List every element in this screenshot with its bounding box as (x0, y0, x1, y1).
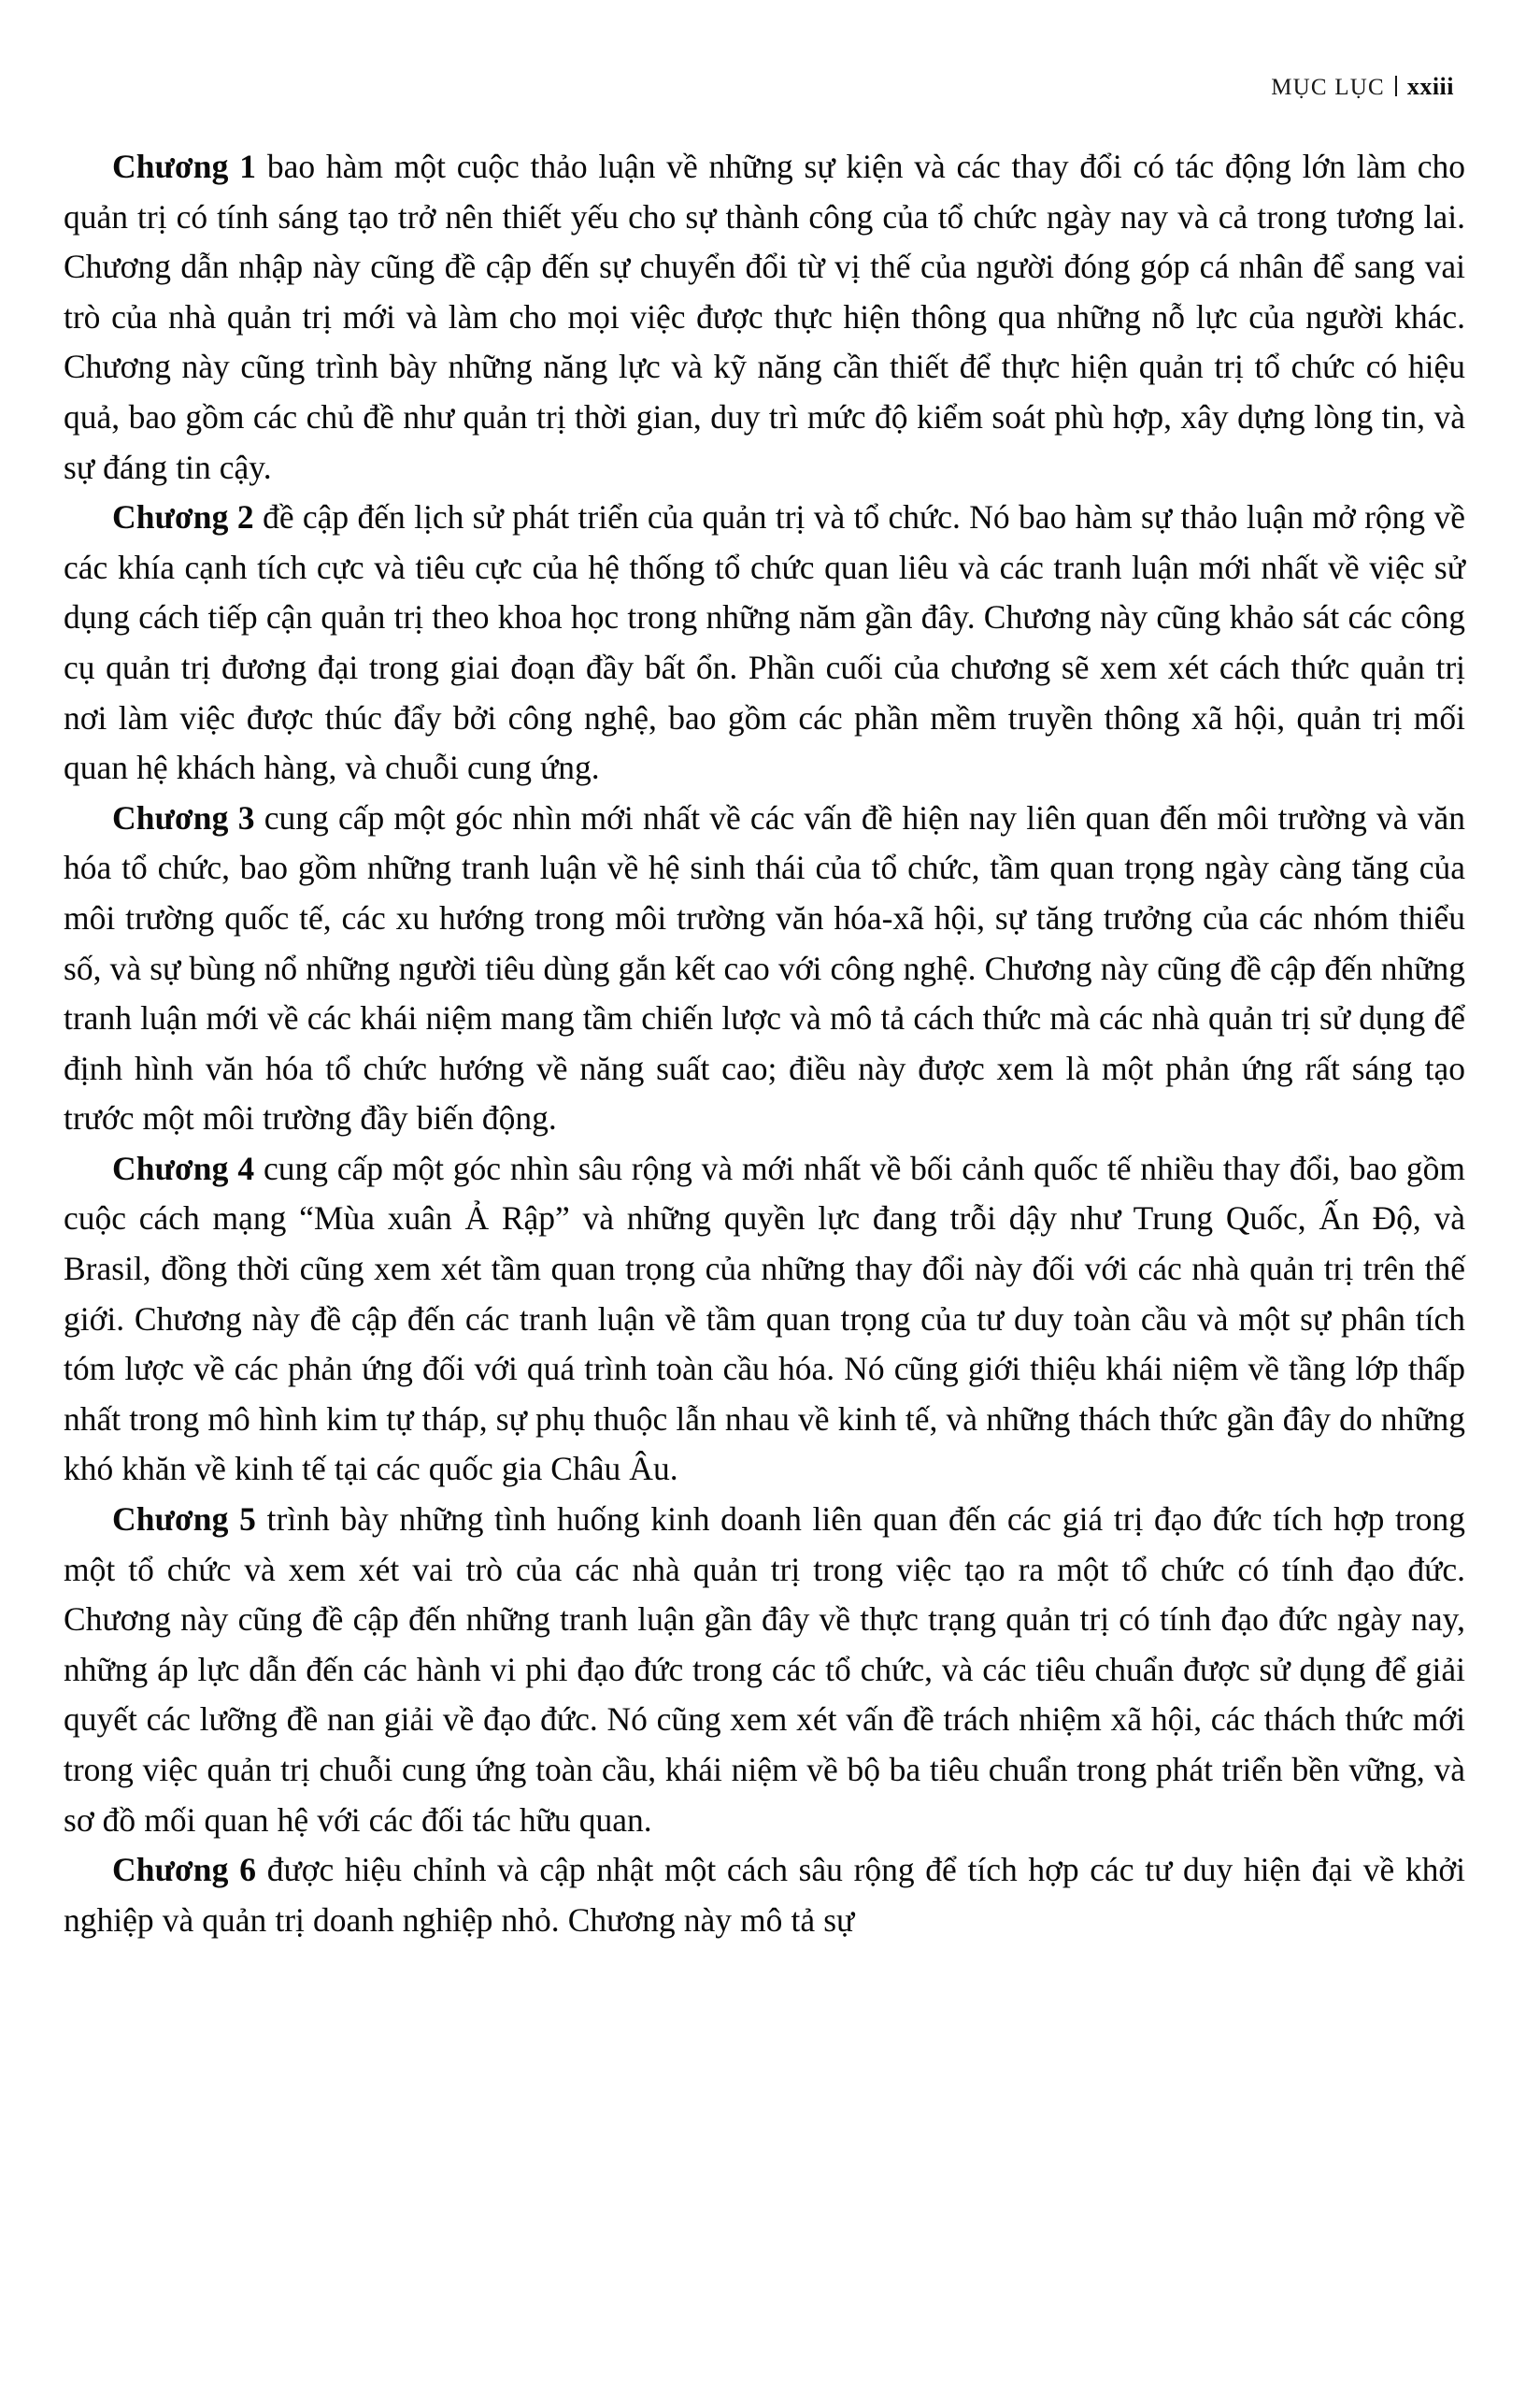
body-text-block (64, 142, 1465, 1945)
paragraph-chuong-6 (64, 1845, 1465, 1945)
paragraph-chuong-1 (64, 142, 1465, 493)
chapter-label-2: Chương 2 (112, 498, 254, 537)
paragraph-text-3: cung cấp một góc nhìn mới nhất về các vấn đề hiện nay liên quan đến môi trường và văn hóa tổ chức, bao gồm những tranh luận về hệ sinh thái của tổ chức, tầm quan trọng ngày càng tăng của môi trường quốc tế, các xu hướng trong môi trường văn hóa-xã hội, sự tăng trưởng của các nhóm thiểu số, và sự bùng nổ những người tiêu dùng gắn kết cao với công nghệ. Chương này cũng đề cập đến những tranh luận mới về các khái niệm mang tầm chiến lược và mô tả cách thức mà các nhà quản trị sử dụng để định hình văn hóa tổ chức hướng về năng suất cao; điều này được xem là một phản ứng rất sáng tạo trước một môi trường đầy biến động. (64, 798, 1465, 1138)
page-number: xxiii (1406, 73, 1454, 100)
paragraph-chuong-3 (64, 794, 1465, 1144)
paragraph-text-6: được hiệu chỉnh và cập nhật một cách sâu rộng để tích hợp các tư duy hiện đại về khởi nghiệp và quản trị doanh nghiệp nhỏ. Chương này mô tả sự (64, 1851, 1465, 1939)
chapter-label-1: Chương 1 (112, 148, 257, 185)
chapter-label-3: Chương 3 (112, 798, 255, 837)
paragraph-text-1: bao hàm một cuộc thảo luận về những sự kiện và các thay đổi có tác động lớn làm cho quản trị có tính sáng tạo trở nên thiết yếu cho sự thành công của tổ chức ngày nay và cả trong tương lai. Chương dẫn nhập này cũng đề cập đến sự chuyển đổi từ vị thế của người đóng góp cá nhân để sang vai trò của nhà quản trị mới và làm cho mọi việc được thực hiện thông qua những nỗ lực của người khác. Chương này cũng trình bày những năng lực và kỹ năng cần thiết để thực hiện quản trị tổ chức có hiệu quả, bao gồm các chủ đề như quản trị thời gian, duy trì mức độ kiểm soát phù hợp, xây dựng lòng tin, và sự đáng tin cậy. (64, 148, 1465, 486)
paragraph-chuong-4 (64, 1144, 1465, 1495)
paragraph-text-2: đề cập đến lịch sử phát triển của quản trị và tổ chức. Nó bao hàm sự thảo luận mở rộng về các khía cạnh tích cực và tiêu cực của hệ thống tổ chức quan liêu và các tranh luận mới nhất về việc sử dụng cách tiếp cận quản trị theo khoa học trong những năm gần đây. Chương này cũng khảo sát các công cụ quản trị đương đại trong giai đoạn đầy bất ổn. Phần cuối của chương sẽ xem xét cách thức quản trị nơi làm việc được thúc đẩy bởi công nghệ, bao gồm các phần mềm truyền thông xã hội, quản trị mối quan hệ khách hàng, và chuỗi cung ứng. (64, 498, 1465, 787)
chapter-label-4: Chương 4 (112, 1149, 255, 1187)
chapter-label-6: Chương 6 (112, 1851, 257, 1889)
chapter-label-5: Chương 5 (112, 1500, 257, 1539)
paragraph-chuong-5 (64, 1495, 1465, 1845)
header-separator-rule (1395, 76, 1397, 96)
paragraph-chuong-2 (64, 493, 1465, 794)
running-header (1271, 73, 1454, 101)
header-section-title: MỤC LỤC (1271, 75, 1385, 100)
paragraph-text-4: cung cấp một góc nhìn sâu rộng và mới nhất về bối cảnh quốc tế nhiều thay đổi, bao gồm cuộc cách mạng “Mùa xuân Ả Rập” và những quyền lực đang trỗi dậy như Trung Quốc, Ấn Độ, và Brasil, đồng thời cũng xem xét tầm quan trọng của những thay đổi này đối với các nhà quản trị trên thế giới. Chương này đề cập đến các tranh luận về tầm quan trọng của tư duy toàn cầu và một sự phân tích tóm lược về các phản ứng đối với quá trình toàn cầu hóa. Nó cũng giới thiệu khái niệm về tầng lớp thấp nhất trong mô hình kim tự tháp, sự phụ thuộc lẫn nhau về kinh tế, và những thách thức gần đây do những khó khăn về kinh tế tại các quốc gia Châu Âu. (64, 1149, 1465, 1488)
paragraph-text-5: trình bày những tình huống kinh doanh liên quan đến các giá trị đạo đức tích hợp trong một tổ chức và xem xét vai trò của các nhà quản trị trong việc tạo ra một tổ chức có tính đạo đức. Chương này cũng đề cập đến những tranh luận gần đây về thực trạng quản trị có tính đạo đức ngày nay, những áp lực dẫn đến các hành vi phi đạo đức trong các tổ chức, và các tiêu chuẩn được sử dụng để giải quyết các lưỡng đề nan giải về đạo đức. Nó cũng xem xét vấn đề trách nhiệm xã hội, các thách thức mới trong việc quản trị chuỗi cung ứng toàn cầu, khái niệm về bộ ba tiêu chuẩn trong phát triển bền vững, và sơ đồ mối quan hệ với các đối tác hữu quan. (64, 1500, 1465, 1839)
